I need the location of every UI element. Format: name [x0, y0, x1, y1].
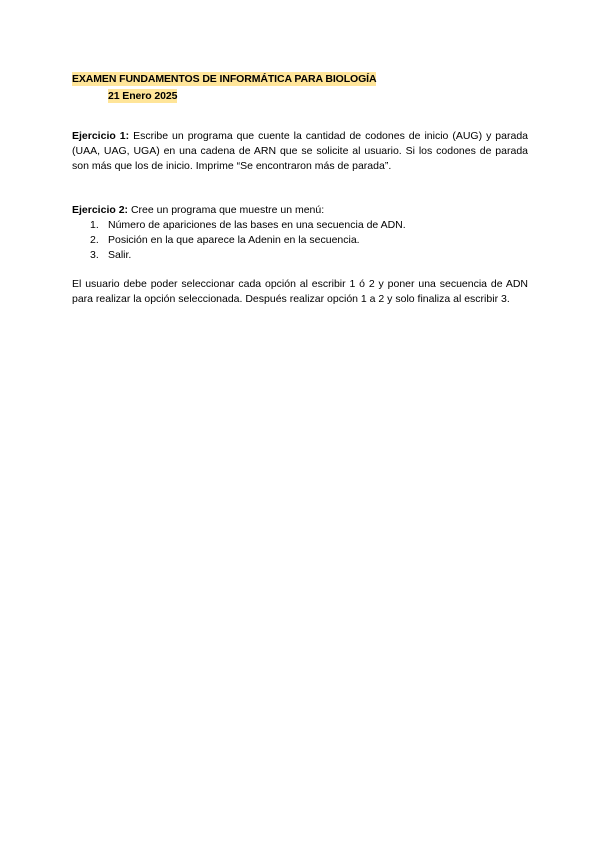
exercise-2-label: Ejercicio 2:: [72, 204, 129, 216]
list-item-number: 1.: [90, 219, 99, 231]
list-item: [72, 233, 406, 248]
list-item-number: 3.: [90, 249, 99, 261]
list-item-text: Posición en la que aparece la Adenin en la secuencia.: [108, 234, 360, 246]
exam-title-line: [72, 71, 376, 86]
exercise-2-text: Cree un programa que muestre un menú:: [128, 204, 325, 216]
exam-date: 21 Enero 2025: [108, 90, 178, 102]
list-item-text: Salir.: [108, 249, 132, 261]
list-item: [72, 218, 406, 233]
list-item-number: 2.: [90, 234, 99, 246]
exam-date-line: [108, 88, 177, 103]
exercise-1-text: Escribe un programa que cuente la cantidad de codones de inicio (AUG) y parada (UAA, UAG, UGA) en una cadena de ARN que se solicite al usuario. Si los codones de parada son más que los de inicio. Imprime “Se encontraron más de parada”.: [72, 130, 528, 172]
exam-title: EXAMEN FUNDAMENTOS DE INFORMÁTICA PARA BIOLOGÍA: [72, 73, 377, 85]
exercise-1-paragraph: [72, 129, 528, 174]
exercise-2-closing-paragraph: El usuario debe poder seleccionar cada opción al escribir 1 ó 2 y poner una secuencia de ADN para realizar la opción seleccionada. Después realizar opción 1 a 2 y solo finaliza al escribir 3.: [72, 278, 528, 305]
list-item: [72, 248, 406, 263]
exercise-2-menu-list: [72, 218, 406, 263]
exercise-1-label: Ejercicio 1:: [72, 130, 130, 142]
exercise-2-paragraph: [72, 203, 528, 218]
list-item-text: Número de apariciones de las bases en una secuencia de ADN.: [108, 219, 406, 231]
